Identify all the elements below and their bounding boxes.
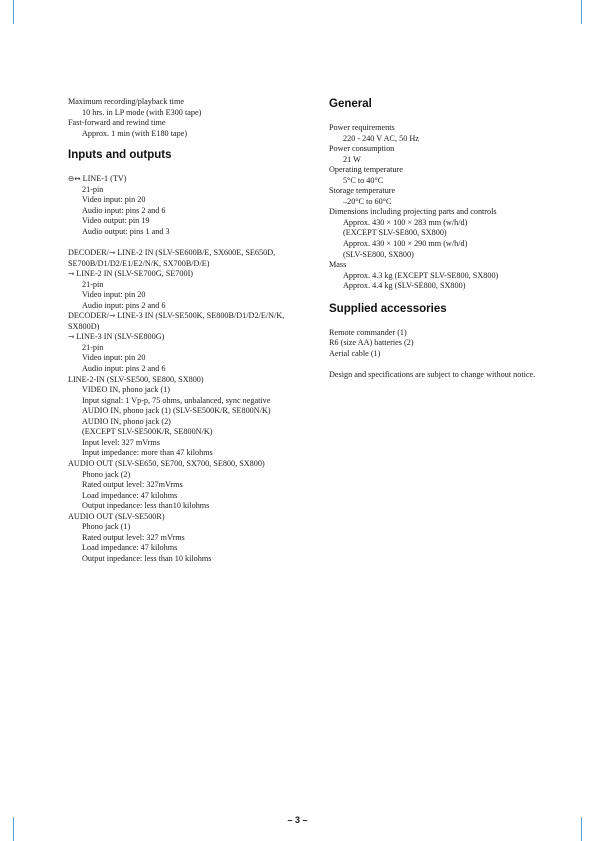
spec-line: (EXCEPT SLV-SE500K/R, SE800N/K)	[82, 427, 213, 437]
spec-line: Power consumption	[329, 144, 395, 154]
spec-line: Power requirements	[329, 123, 395, 132]
spec-line: Video output: pin 19	[82, 216, 150, 226]
spec-line: Maximum recording/playback time	[68, 97, 184, 106]
spec-line: Rated output level: 327 mVrms	[82, 532, 185, 542]
spec-line: Video input: pin 20	[82, 290, 146, 300]
spec-line: Approx. 4.4 kg (SLV-SE800, SX800)	[343, 281, 466, 291]
spec-line: Fast-forward and rewind time	[68, 118, 166, 128]
section-title-general: General	[329, 98, 372, 110]
spec-change-note: Design and specifications are subject to change without notice.	[329, 369, 536, 379]
spec-line: Approx. 430 × 100 × 283 mm (w/h/d)	[343, 217, 468, 227]
spec-line: 21-pin	[82, 184, 104, 194]
spec-line: Input signal: 1 Vp-p, 75 ohms, unbalanced, sync negative	[82, 395, 271, 405]
spec-line: Audio input: pins 2 and 6	[82, 205, 166, 215]
spec-line: Mass	[329, 260, 347, 270]
spec-line: Audio output: pins 1 and 3	[82, 226, 170, 236]
spec-line: Operating temperature	[329, 165, 403, 175]
spec-line: Video input: pin 20	[82, 353, 146, 363]
spec-line: Storage temperature	[329, 186, 396, 196]
spec-line: (EXCEPT SLV-SE800, SX800)	[343, 228, 447, 238]
crop-mark-top-right	[581, 0, 582, 24]
line2-in-b-label: LINE-2-IN (SLV-SE500, SE800, SX800)	[68, 374, 204, 384]
spec-line: Approx. 1 min (with E180 tape)	[82, 128, 188, 138]
spec-line: 21 W	[343, 154, 361, 164]
spec-line: AUDIO IN, phono jack (2)	[82, 416, 171, 426]
accessory-item: Remote commander (1)	[329, 327, 407, 337]
spec-line: 21-pin	[82, 279, 104, 289]
spec-line: Load impedance: 47 kilohms	[82, 543, 178, 553]
spec-line: 220 - 240 V AC, 50 Hz	[343, 133, 419, 143]
line-in-icon: ⊸	[108, 311, 116, 321]
spec-line: 10 hrs. in LP mode (with E300 tape)	[82, 107, 202, 117]
spec-line: 5°C to 40°C	[343, 175, 384, 185]
spec-line: Approx. 4.3 kg (EXCEPT SLV-SE800, SX800)	[343, 270, 499, 280]
line2-in-label: ⊸ LINE-2 IN (SLV-SE700G, SE700I)	[68, 269, 194, 279]
decoder-line3-label: DECODER/⊸ LINE-3 IN (SLV-SE500K, SE800B/D1/D2/E/N/K, SX800D)	[68, 311, 285, 331]
line3-in-label: ⊸ LINE-3 IN (SLV-SE800G)	[68, 332, 165, 342]
spec-line: –20°C to 60°C	[343, 196, 392, 206]
audio-out-b-label: AUDIO OUT (SLV-SE500R)	[68, 511, 165, 521]
spec-line: Dimensions including projecting parts and controls	[329, 207, 497, 217]
line1-label: ⊖↔ LINE-1 (TV)	[68, 174, 127, 184]
spec-line: Load impedance: 47 kilohms	[82, 490, 178, 500]
spec-line: Output inpedance: less than 10 kilohms	[82, 553, 212, 563]
spec-line: Input impedance: more than 47 kilohms	[82, 448, 213, 458]
spec-line: VIDEO IN, phono jack (1)	[82, 385, 170, 395]
spacer	[68, 237, 313, 248]
line-inout-icon: ⊖↔	[68, 174, 81, 184]
audio-out-a-label: AUDIO OUT (SLV-SE650, SE700, SX700, SE800, SX800)	[68, 458, 265, 468]
right-column	[329, 97, 544, 380]
accessory-item: R6 (size AA) batteries (2)	[329, 338, 414, 348]
spec-line: Output inpedance: less than10 kilohms	[82, 501, 210, 511]
line-in-icon: ⊸	[68, 269, 75, 279]
line-in-icon: ⊸	[108, 248, 116, 258]
spec-line: (SLV-SE800, SX800)	[343, 249, 414, 259]
spec-line: Audio input: pins 2 and 6	[82, 364, 166, 374]
spec-line: AUDIO IN, phono jack (1) (SLV-SE500K/R, SE800N/K)	[82, 406, 271, 416]
left-column	[68, 97, 313, 564]
spec-line: Phono jack (2)	[82, 469, 131, 479]
spec-line: 21-pin	[82, 342, 104, 352]
spec-line: Rated output level: 327mVrms	[82, 480, 183, 490]
spec-line: Approx. 430 × 100 × 290 mm (w/h/d)	[343, 239, 468, 249]
section-title-inputs-outputs: Inputs and outputs	[68, 149, 172, 162]
spacer	[329, 359, 544, 370]
page-number: – 3 –	[287, 815, 308, 825]
decoder-line2-label: DECODER/⊸ LINE-2 IN (SLV-SE600B/E, SX600E, SE650D, SE700B/D1/D2/E1/E2/N/K, SX700B/D/E)	[68, 248, 276, 268]
section-title-supplied-accessories: Supplied accessories	[329, 302, 447, 315]
accessory-item: Aerial cable (1)	[329, 348, 381, 358]
crop-mark-top-left	[13, 0, 14, 24]
line-in-icon: ⊸	[68, 332, 75, 342]
spec-line: Audio input: pins 2 and 6	[82, 300, 166, 310]
spec-line: Video input: pin 20	[82, 195, 146, 205]
spec-line: Input level: 327 mVrms	[82, 437, 160, 447]
spec-line: Phono jack (1)	[82, 522, 131, 532]
